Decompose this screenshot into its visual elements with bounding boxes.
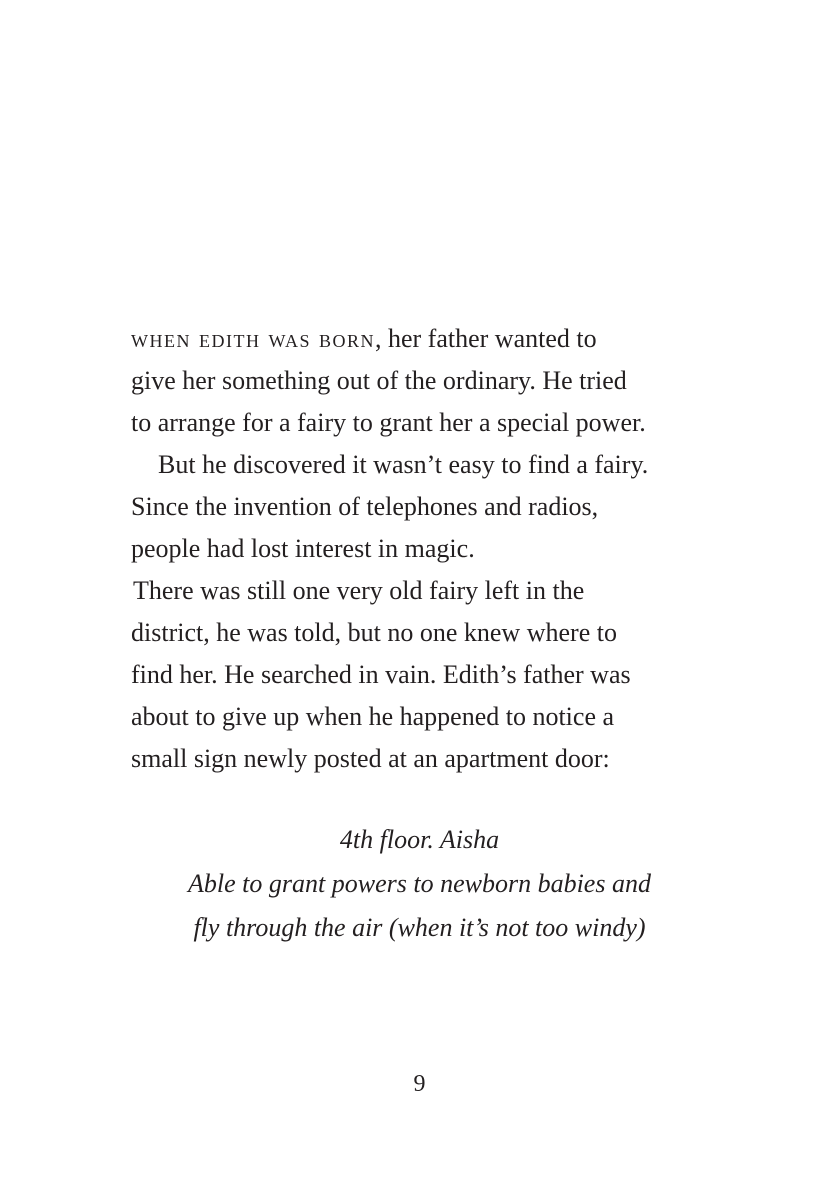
text-line: Since the invention of telephones and radios,: [131, 492, 599, 521]
chapter-lead-in: when edith was born: [131, 324, 375, 353]
sign-line: 4th floor. Aisha: [339, 825, 500, 854]
text-line: people had lost interest in magic.: [131, 534, 475, 563]
sign-line: Able to grant powers to newborn babies and: [188, 869, 651, 898]
text-line: But he discovered it wasn’t easy to find a fairy.: [158, 450, 649, 479]
sign-line: fly through the air (when it’s not too windy): [193, 913, 646, 942]
text-line: There was still one very old fairy left in the: [133, 576, 585, 605]
paragraph-2: [131, 444, 711, 570]
text-line: small sign newly posted at an apartment door:: [131, 744, 610, 773]
text-line: to arrange for a fairy to grant her a special power.: [131, 408, 646, 437]
text-line: about to give up when he happened to notice a: [131, 702, 615, 731]
sign-quote: [0, 818, 839, 950]
text-line: [131, 318, 711, 360]
paragraph-3: [131, 570, 711, 780]
text-line: give her something out of the ordinary. He tried: [131, 366, 627, 395]
text-run: , her father wanted to: [374, 324, 597, 353]
text-line: find her. He searched in vain. Edith’s father was: [131, 660, 631, 689]
page-number: 9: [413, 1071, 426, 1097]
text-line: district, he was told, but no one knew where to: [131, 618, 617, 647]
body-text: [131, 318, 711, 780]
paragraph-1: [131, 318, 711, 444]
